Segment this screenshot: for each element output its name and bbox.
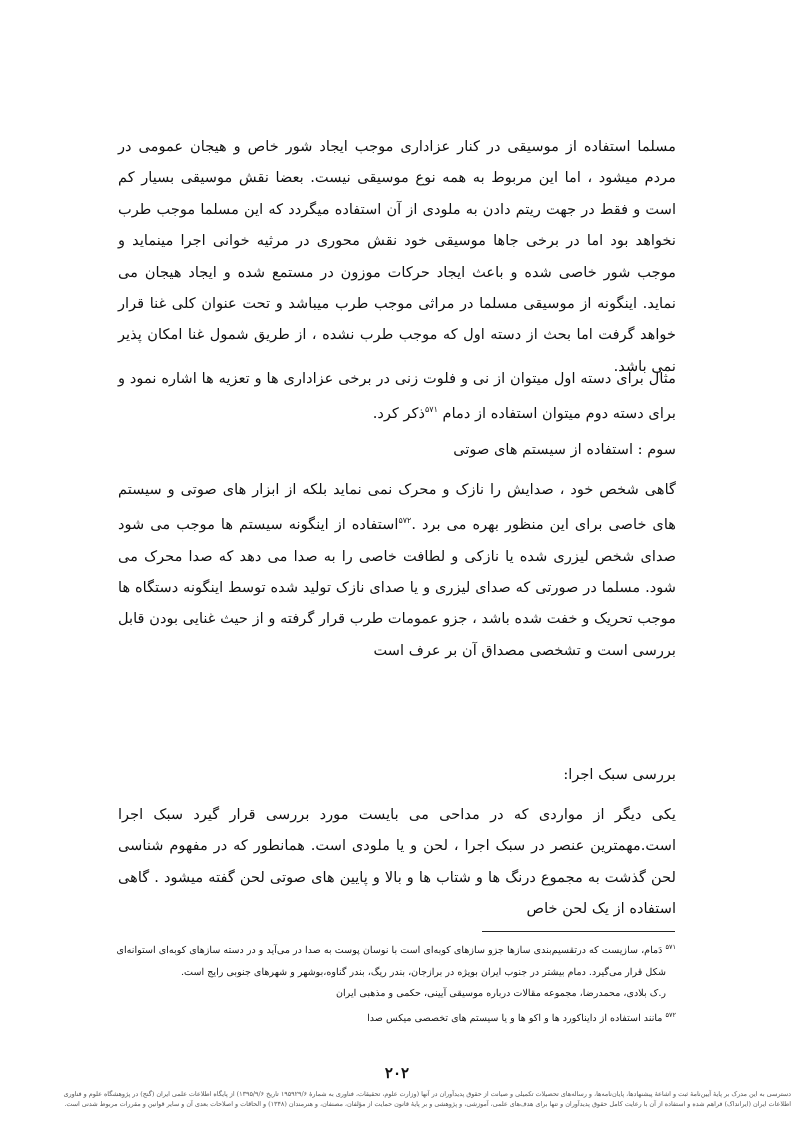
heading-sound-systems: سوم : استفاده از سیستم های صوتی — [453, 441, 676, 458]
footnote-text: شکل قرار می‌گیرد. دمام بیشتر در جنوب ایران بویژه در برازجان، بندر ریگ، بندر گناوه،بوشهر و شهرهای جنوبی رایج است. — [181, 966, 666, 978]
footnote-572 — [110, 1005, 676, 1030]
heading-performance-style: بررسی سبک اجرا: — [563, 766, 676, 783]
footer-line-2: اطلاعات ایران (ایرانداک) فراهم شده و استفاده از آن با رعایت کامل حقوق پدیدآوران و تنها برای هدف‌های علمی، آموزشی، و پژوهشی و بر پایهٔ قانون حمایت از مؤلفان، مصنفان، و هنرمندان (۱۳۴۸) و الحاقات و اصلاحات بعدی آن و سایر قوانین و مقررات مربوط شدنی است. — [64, 1100, 791, 1108]
footnote-text: مانند استفاده از دایناکورد ها و اکو ها و یا سیستم های تخصصی میکس صدا — [367, 1012, 663, 1024]
footnote-number: ۵۷۱ — [665, 943, 676, 951]
paragraph-sound-systems — [118, 474, 676, 666]
footnote-571-continued — [110, 962, 676, 984]
copyright-footer — [3, 1089, 791, 1109]
footnote-text: دَمام، سازیست که درتقسیم‌بندی سازها جزو سازهای کوبه‌ای است با نوسان پوست به صدا در می‌آید و در دسته سازهای کوبه‌ای استوانه‌ای — [116, 945, 663, 957]
footnote-ref-571: ۵۷۱ — [425, 405, 438, 415]
paragraph-music-in-mourning: مسلما استفاده از موسیقی در کنار عزاداری موجب ایجاد شور خاص و هیجان عمومی در مردم میشود ، اما این مربوط به همه نوع موسیقی نیست. بعضا نقش موسیقی بسیار کم است و فقط در جهت ریتم دادن به ملودی از آن استفاده میگردد که این مسلما موجب طرب نخواهد بود اما در برخی جاها موسیقی خود نقش محوری در مرثیه خوانی اجرا مینماید و موجب شور خاصی شده و باعث ایجاد حرکات موزون در مستمع شده و ایجاد هیجان می نماید. اینگونه از موسیقی مسلما در مراثی موجب طرب میباشد و تحت عنوان کلی غنا قرار خواهد گرفت اما بحث از دسته اول که موجب طرب نشده ، از طریق شمول غنا امکان پذیر نمی باشد. — [118, 138, 676, 375]
paragraph-examples — [118, 363, 676, 430]
footnote-571-reference — [110, 983, 676, 1005]
footnotes — [110, 937, 676, 1029]
footer-line-1: دسترسی به این مدرک بر پایهٔ آیین‌نامهٔ ثبت و اشاعهٔ پیشنهادها، پایان‌نامه‌ها، و رساله‌های تحصیلات تکمیلی و صیانت از حقوق پدیدآوران در آنها (وزارت علوم، تحقیقات، فناوری به شمارهٔ ۱۹۵۹۲۹/۶ تاریخ ۱۳۹۵/۹/۶) از پایگاه اطلاعات علمی ایران (گنج) در پژوهشگاه علوم و فناوری — [63, 1090, 791, 1098]
page-number: ۲۰۲ — [384, 1064, 410, 1082]
footnote-number: ۵۷۲ — [665, 1010, 676, 1019]
paragraph-sound-systems-rest: استفاده از اینگونه سیستم ها موجب می شود صدای شخص لیزری شده یا نازکی و لطافت خاصی را به صدا می دهد که صدا محرک می شود. مسلما در صورتی که صدای لیزری و یا صدای نازک تولید شده توسط اینگونه دستگاه ها موجب تحریک و خفت شده باشد ، جزو عمومات طرب قرار گرفته و از حیث غنایی بودن قابل بررسی است و تشخصی مصداق آن بر عرف است — [118, 516, 676, 659]
paragraph-performance-style: یکی دیگر از مواردی که در مداحی می بایست مورد بررسی قرار گیرد سبک اجرا است.مهمترین عنصر در سبک اجرا ، لحن و یا ملودی است. همانطور که در مفهوم شناسی لحن گذشت به مجموع درنگ ها و شتاب ها و بالا و پایین های صوتی لحن گفته میشود . گاهی استفاده از یک لحن خاص — [118, 806, 676, 918]
footnote-separator — [482, 931, 675, 932]
paragraph-examples-end: ذکر کرد. — [372, 405, 425, 423]
footnote-571 — [110, 937, 676, 962]
paragraph-sound-systems-text: گاهی شخص خود ، صدایش را نازک و محرک نمی نماید بلکه از ابزار های صوتی و سیستم های خاصی برای این منظور بهره می برد . — [118, 481, 677, 534]
footnote-text: ر.ک بلادی، محمدرضا، مجموعه مقالات درباره موسیقی آیینی، حکمی و مذهبی ایران — [335, 988, 666, 1000]
footnote-ref-572: ۵۷۲ — [398, 516, 412, 526]
paragraph-examples-text: مثال برای دسته اول میتوان از نی و فلوت زنی در برخی عزاداری ها و تعزیه ها اشاره نمود و برای دسته دوم میتوان استفاده از دمام — [118, 370, 676, 423]
